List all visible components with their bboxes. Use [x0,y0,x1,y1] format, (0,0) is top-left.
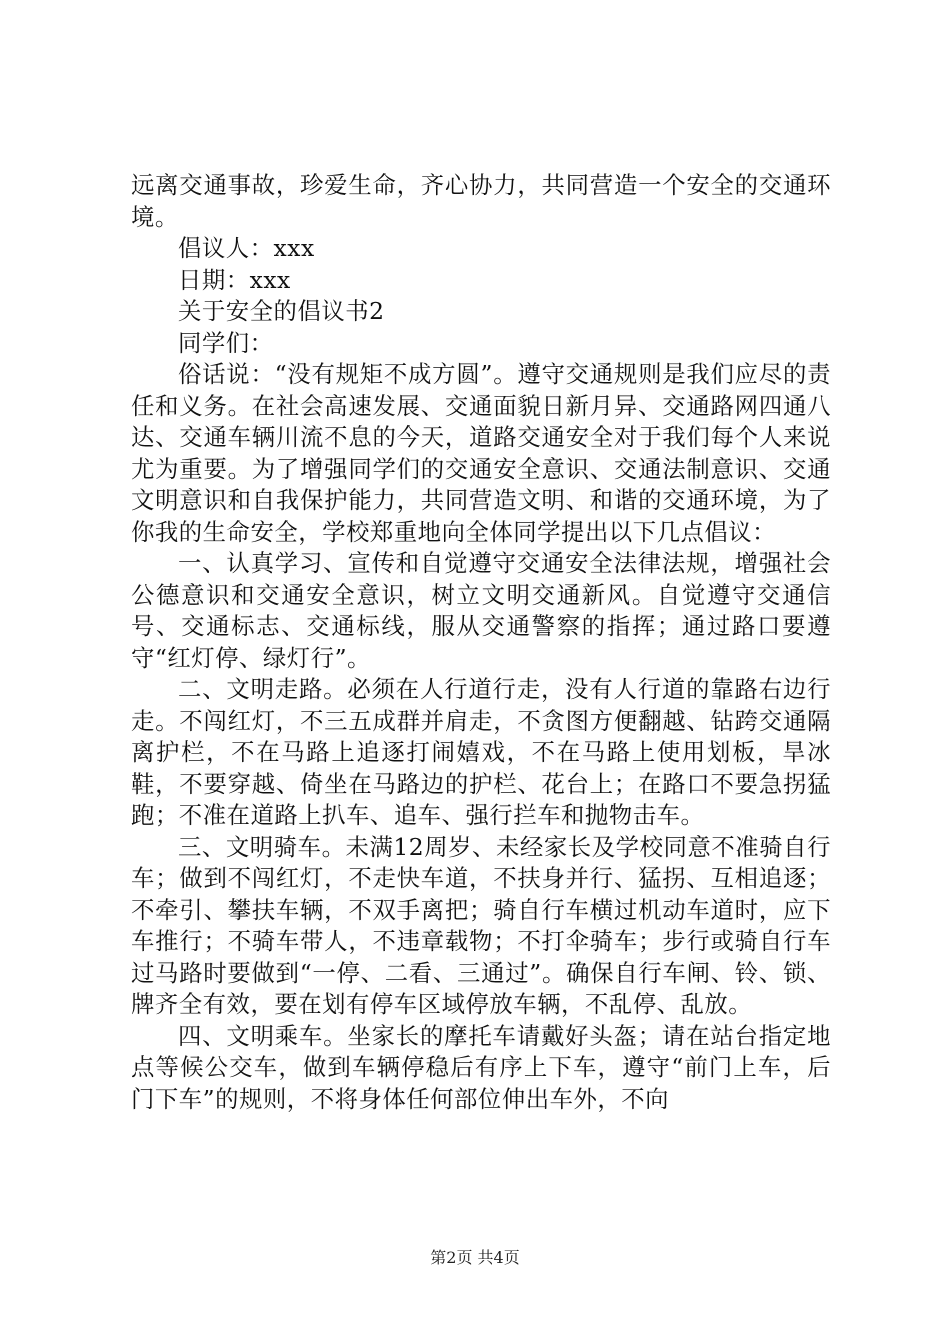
intro-paragraph: 俗话说：“没有规矩不成方圆”。遵守交通规则是我们应尽的责任和义务。在社会高速发展、交通面貌日新月异、交通路网四通八达、交通车辆川流不息的今天，道路交通安全对于我们每个人来说尤为重要。为了增强同学们的交通安全意识、交通法制意识、交通文明意识和自我保护能力，共同营造文明、和谐的交通环境，为了你我的生命安全，学校郑重地向全体同学提出以下几点倡议： [131,360,831,546]
salutation: 同学们： [178,328,274,357]
date-line: 日期：xxx [178,265,291,294]
paragraph-1: 远离交通事故，珍爱生命，齐心协力，共同营造一个安全的交通环境。 [131,171,831,231]
page-footer: 第2页 共4页 [430,1248,520,1267]
proposal-item-2: 二、文明走路。必须在人行道行走，没有人行道的靠路右边行走。不闯红灯，不三五成群并肩走，不贪图方便翻越、钻跨交通隔离护栏，不在马路上追逐打闹嬉戏，不在马路上使用划板，旱冰鞋，不要穿越、倚坐在马路边的护栏、花台上；在路口不要急拐猛跑；不准在道路上扒车、追车、强行拦车和抛物击车。 [131,675,831,829]
proposal-item-4: 四、文明乘车。坐家长的摩托车请戴好头盔；请在站台指定地点等候公交车，做到车辆停稳后有序上下车，遵守“前门上车，后门下车”的规则，不将身体任何部位伸出车外，不向 [131,1021,831,1113]
section-title: 关于安全的倡议书2 [178,297,385,325]
proposal-item-1: 一、认真学习、宣传和自觉遵守交通安全法律法规，增强社会公德意识和交通安全意识，树立文明交通新风。自觉遵守交通信号、交通标志、交通标线，服从交通警察的指挥；通过路口要遵守“红灯停、绿灯行”。 [131,549,831,672]
document-body [131,170,831,1115]
proposal-item-3: 三、文明骑车。未满12周岁、未经家长及学校同意不准骑自行车；做到不闯红灯，不走快车道，不扶身并行、猛拐、互相追逐；不牵引、攀扶车辆，不双手离把；骑自行车横过机动车道时，应下车推行；不骑车带人，不违章载物；不打伞骑车；步行或骑自行车过马路时要做到“一停、二看、三通过”。确保自行车闸、铃、锁、牌齐全有效，要在划有停车区域停放车辆，不乱停、乱放。 [131,832,831,1018]
proposer-line: 倡议人：xxx [178,234,315,262]
